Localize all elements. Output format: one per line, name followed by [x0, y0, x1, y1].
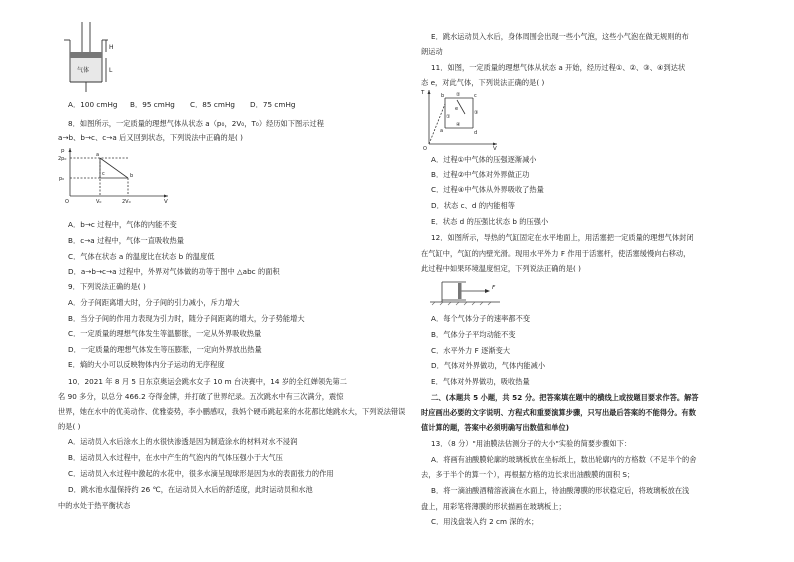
- q11-stem-line1: 11．如图，一定质量的理想气体从状态 a 开始，经历过程①、②、③、④到达状: [431, 63, 686, 72]
- q10-option-d-line1: D．跳水池水温保持约 26 ℃，在运动员入水后的舒适度，此时运动员和水池: [68, 485, 313, 494]
- q11-option-c: C．过程④中气体从外界吸收了热量: [431, 185, 544, 194]
- q12-option-b: B．气体分子平均动能不变: [431, 330, 516, 339]
- q8-stem-line2: a→b、b→c、c→a 后又回到状态，下列说法中正确的是( ): [58, 133, 244, 142]
- label-origin: O: [423, 146, 427, 150]
- point-b: b: [130, 173, 134, 179]
- q10-option-e-line2: 朗运动: [421, 47, 443, 56]
- q9-option-a: A．分子间距离增大时，分子间的引力减小，斥力增大: [68, 298, 240, 307]
- q10-option-d-line2: 中的水处于热平衡状态: [58, 501, 131, 510]
- label-gas: 气体: [77, 67, 90, 74]
- q12-option-e: E．气体对外界做功，吸收热量: [431, 377, 530, 386]
- section2-instructions-line3: 值计算的题，答案中必须明确写出数值和单位): [421, 423, 570, 432]
- q7-option-a: A．100 cmHg: [68, 100, 118, 109]
- q11-stem-line2: 态 e，对此气体，下列说法正确的是( ): [421, 78, 545, 87]
- q13-step-a-line2: 去，多于半个的算一个），再根据方格的边长求出油酸膜的面积 S；: [421, 470, 635, 479]
- label-2p0: 2p₀: [58, 156, 67, 162]
- q9-option-d: D．一定质量的理想气体发生等压膨胀，一定向外界放出热量: [68, 345, 262, 354]
- q10-option-a: A．运动员入水后涂水上的水很快渗透是因为制造涂水的材料对水不浸润: [68, 437, 298, 446]
- tv-diagram-figure: [421, 88, 501, 150]
- q13-stem: 13．（8 分）"用油膜法估测分子的大小"实验的简要步骤如下：: [431, 439, 632, 448]
- label-F: F: [492, 285, 496, 291]
- q8-option-c: C．气体在状态 a 的温度比在状态 b 的温度低: [68, 252, 215, 261]
- q13-step-c: C．用浅盘装入约 2 cm 深的水；: [431, 517, 539, 526]
- label-p0: p₀: [59, 176, 65, 182]
- q13-step-b-line2: 盘上，用彩笔将薄膜的形状描画在玻璃板上；: [421, 502, 566, 511]
- q12-stem-line2: 在气缸中，气缸的内壁光滑。现用水平外力 F 作用于活塞杆，使活塞缓慢向右移动，: [421, 249, 691, 258]
- q10-stem-line2: 名 90 多分，以总分 466.2 夺得金牌，并打破了世界纪录。五次跳水中有三次满分，震惊: [58, 392, 344, 401]
- q10-option-e-line1: E．跳水运动员入水后，身体周围会出现一些小气泡，这些小气泡在做无规则的布: [431, 32, 689, 41]
- section2-instructions-line1: 二、(本题共 5 小题，共 52 分。把答案填在题中的横线上或按题目要求作答。解答: [431, 393, 699, 402]
- q10-stem-line4: 的是( ): [58, 422, 81, 431]
- point-c: c: [102, 171, 105, 177]
- q11-option-b: B．过程②中气体对外界做正功: [431, 170, 530, 179]
- q12-option-a: A．每个气体分子的速率都不变: [431, 314, 531, 323]
- q10-option-c: C．运动员入水过程中激起的水花中，很多水滴呈现球形是因为水的表面张力的作用: [68, 469, 334, 478]
- pv-diagram-figure: [58, 146, 170, 206]
- label-V0: V₀: [96, 199, 102, 205]
- q10-stem-line3: 世界，她在水中的优美动作、优雅姿势，李小鹏感叹，我妈个硬币跳起来的水花都比她跳水大，下列说法错误: [58, 407, 406, 416]
- point-a: a: [440, 128, 444, 134]
- cylinder-figure: [430, 278, 504, 306]
- q10-stem-line1: 10．2021 年 8 月 5 日东京奥运会跳水女子 10 m 台决赛中，14 岁的全红婵领先第二: [68, 377, 347, 386]
- q9-option-b: B．当分子间的作用力表现为引力时，随分子间距离的增大，分子势能增大: [68, 314, 305, 323]
- step-3: ③: [474, 110, 479, 116]
- point-a: a: [96, 152, 100, 158]
- point-e: e: [455, 106, 459, 112]
- q12-stem-line1: 12．如图所示，导热的气缸固定在水平地面上，用活塞把一定质量的理想气体封闭: [431, 233, 694, 242]
- q13-step-a-line1: A．将画有油酸膜轮廓的玻璃板放在坐标纸上，数出轮廓内的方格数（不足半个的舍: [431, 455, 697, 464]
- step-4: ④: [456, 122, 461, 128]
- label-L: L: [109, 67, 113, 74]
- axis-V: V: [493, 146, 497, 150]
- q9-option-e: E．熵的大小可以反映物体内分子运动的无序程度: [68, 360, 225, 369]
- axis-T: T: [421, 90, 425, 96]
- step-1: ①: [446, 114, 451, 120]
- q11-option-e: E．状态 d 的压强比状态 b 的压强小: [431, 217, 549, 226]
- point-c: c: [474, 93, 477, 99]
- label-2V0: 2V₀: [122, 199, 131, 205]
- q11-option-a: A．过程①中气体的压强逐渐减小: [431, 155, 537, 164]
- q12-stem-line3: 此过程中如果环境温度恒定，下列说法正确的是( ): [421, 264, 582, 273]
- label-H: H: [109, 44, 114, 51]
- piston-cylinder-figure: [58, 22, 130, 98]
- q13-step-b-line1: B．将一滴油酸酒精溶液滴在水面上，待油酸薄膜的形状稳定后，将玻璃板放在浅: [431, 486, 690, 495]
- q11-option-d: D．状态 c、d 的内能相等: [431, 201, 516, 210]
- section2-instructions-line2: 时应画出必要的文字说明、方程式和重要演算步骤，只写出最后答案的不能得分。有数: [421, 408, 697, 417]
- label-origin: O: [65, 199, 69, 205]
- q7-option-d: D．75 cmHg: [250, 100, 296, 109]
- q7-option-c: C．85 cmHg: [190, 100, 236, 109]
- axis-V: V: [164, 199, 168, 205]
- q9-option-c: C．一定质量的理想气体发生等温膨胀，一定从外界吸收热量: [68, 329, 262, 338]
- q9-stem: 9．下列说法正确的是( ): [68, 282, 146, 291]
- q8-option-a: A．b→c 过程中，气体的内能不变: [68, 220, 177, 229]
- q8-option-d: D．a→b→c→a 过程中，外界对气体做的功等于图中 △abc 的面积: [68, 267, 280, 276]
- axis-p: p: [61, 148, 65, 154]
- point-d: d: [474, 130, 478, 136]
- q12-option-c: C．水平外力 F 逐渐变大: [431, 346, 511, 355]
- q8-option-b: B．c→a 过程中，气体一直吸收热量: [68, 236, 184, 245]
- q7-option-b: B．95 cmHg: [130, 100, 175, 109]
- point-b: b: [441, 93, 445, 99]
- step-2: ②: [456, 92, 461, 98]
- q10-option-b: B．运动员入水过程中，在水中产生的气泡内的气体压强小于大气压: [68, 453, 283, 462]
- q12-option-d: D．气体对外界做功，气体内能减小: [431, 361, 546, 370]
- q8-stem-line1: 8．如图所示，一定质量的理想气体从状态 a（p₀，2V₀，T₀）经历如下图示过程: [68, 119, 324, 128]
